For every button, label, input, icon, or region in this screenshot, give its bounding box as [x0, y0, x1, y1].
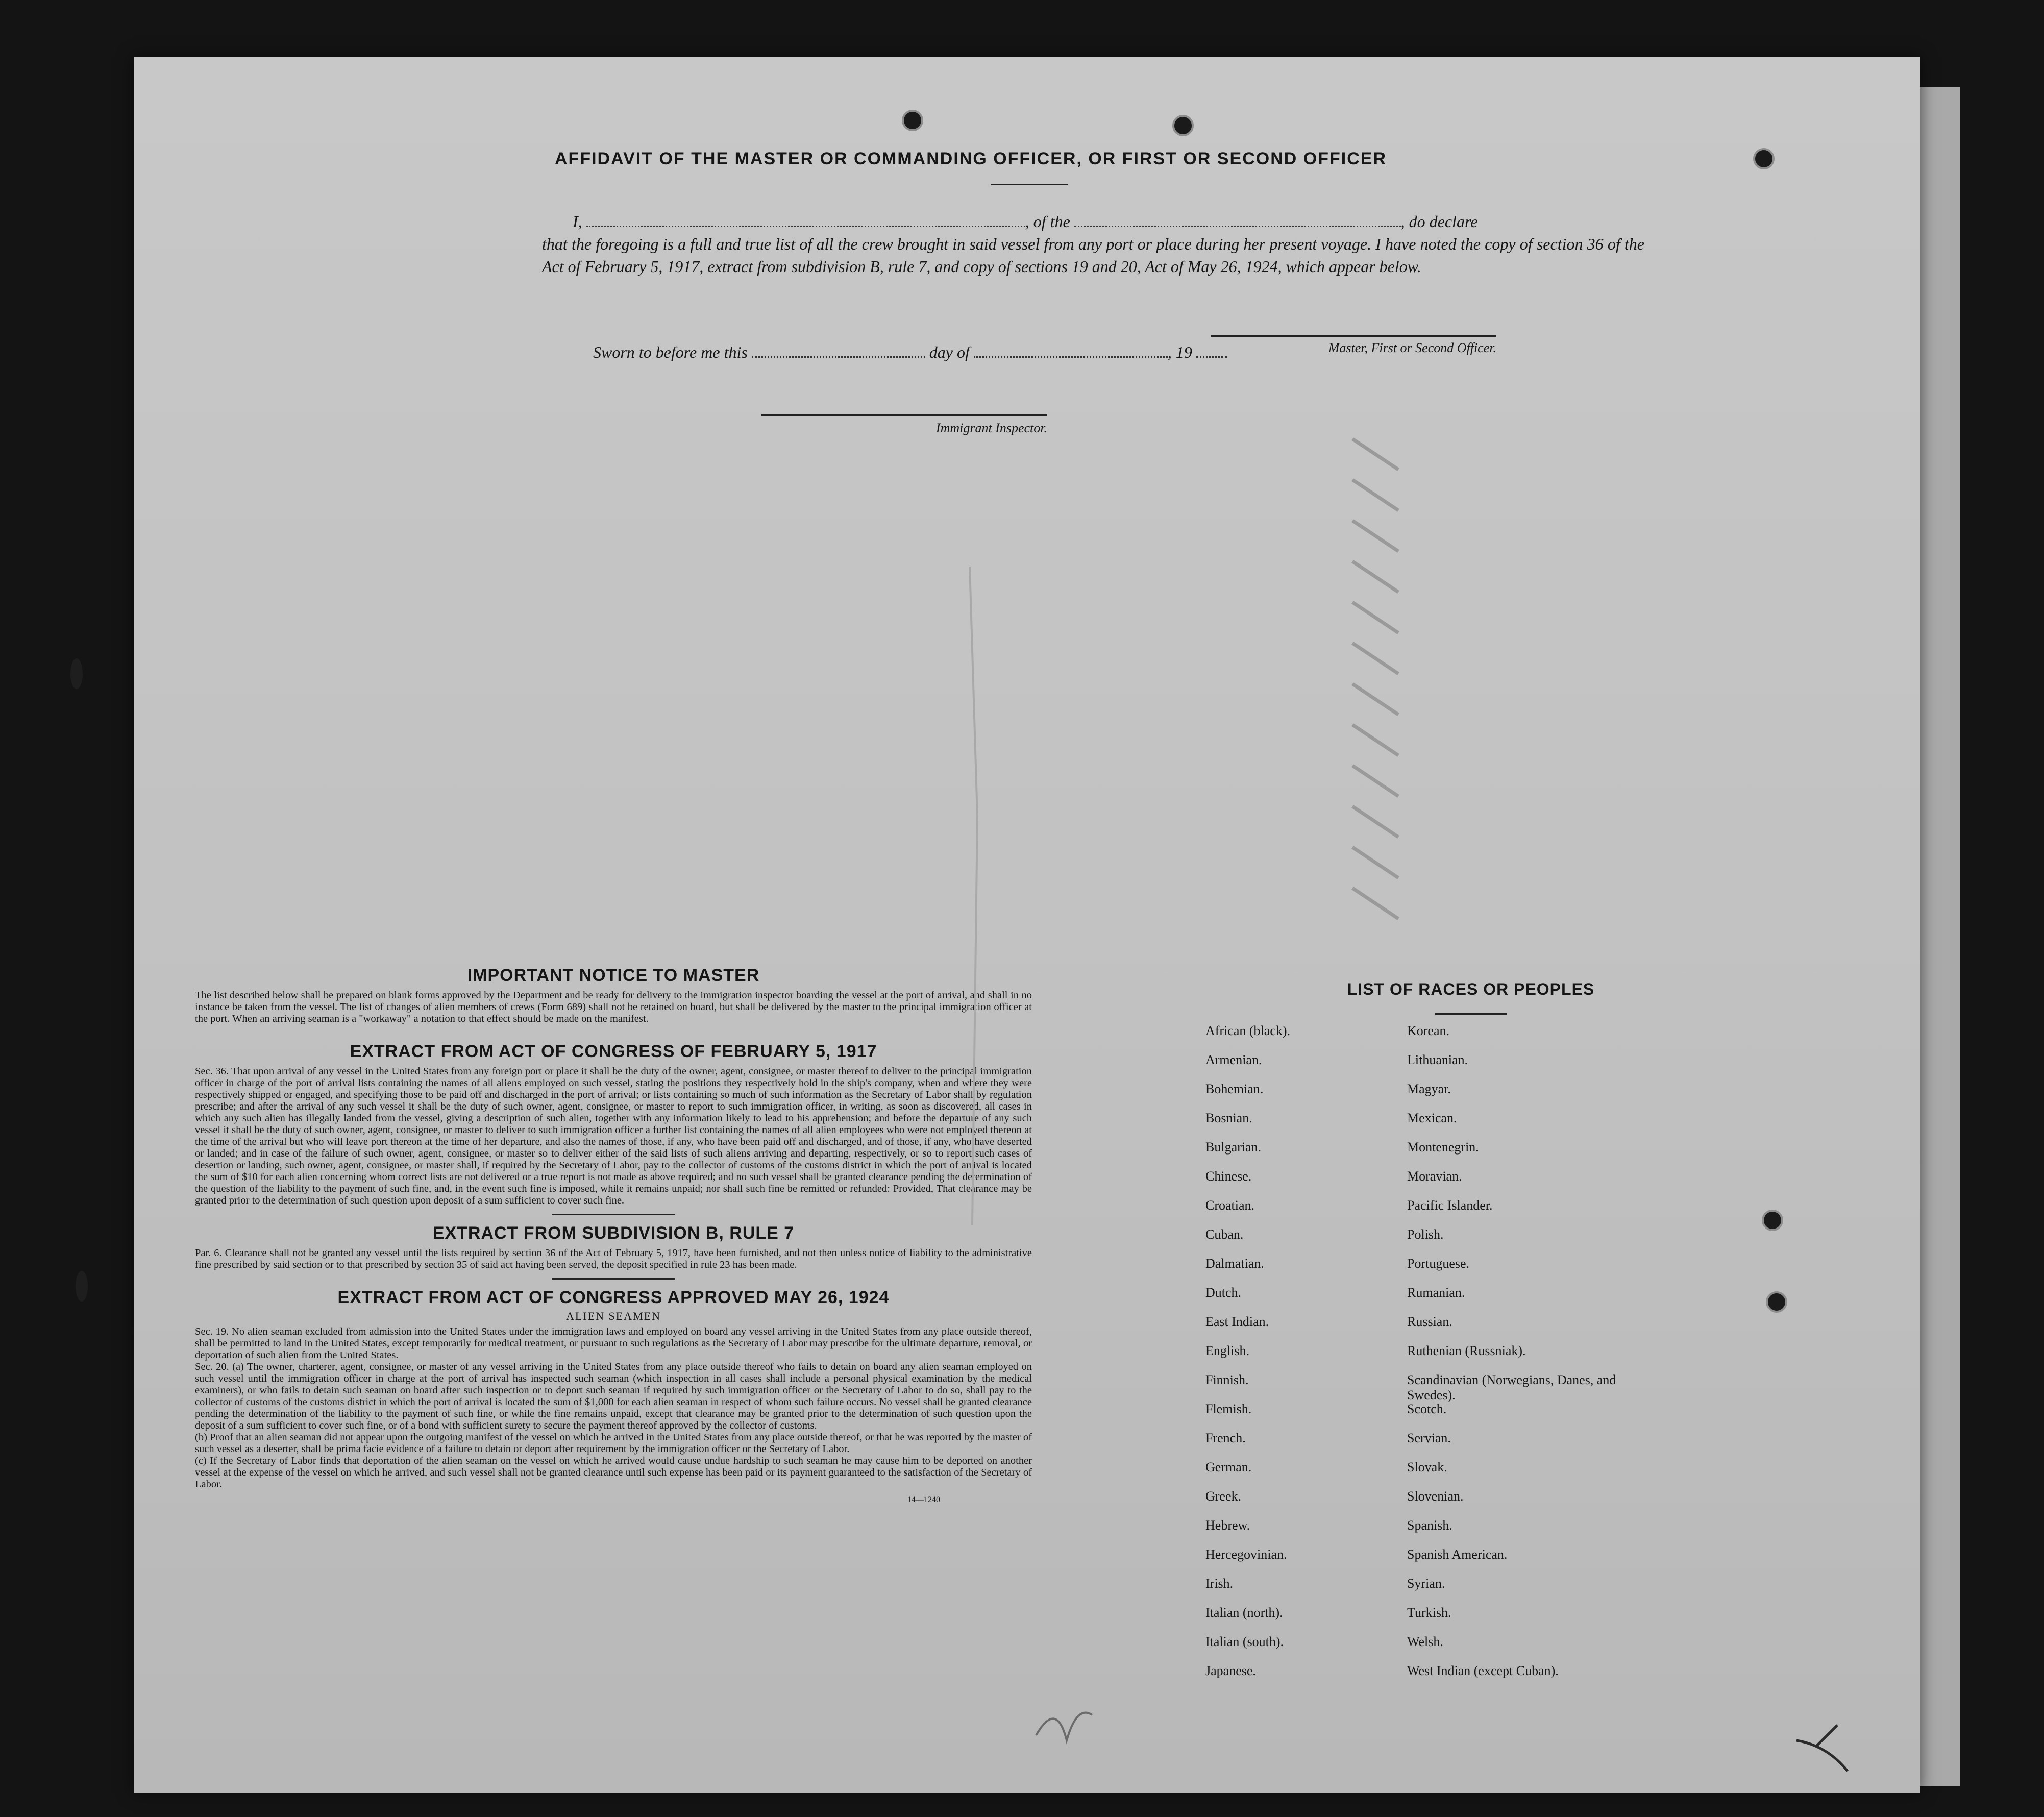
- race-item: English.: [1205, 1343, 1249, 1358]
- race-item: Mexican.: [1407, 1111, 1457, 1125]
- race-item: Finnish.: [1205, 1372, 1249, 1387]
- race-item: Polish.: [1407, 1227, 1444, 1242]
- race-item: Scotch.: [1407, 1402, 1447, 1416]
- race-item: Montenegrin.: [1407, 1140, 1479, 1155]
- race-item: Spanish.: [1407, 1518, 1452, 1533]
- race-item: Irish.: [1205, 1576, 1234, 1591]
- race-item: Bohemian.: [1205, 1082, 1264, 1096]
- race-item: Moravian.: [1407, 1169, 1462, 1184]
- master-signature-line: [1211, 335, 1496, 337]
- legal-notices: [195, 966, 1032, 1505]
- punch-hole: [1172, 115, 1194, 136]
- race-item: Hebrew.: [1205, 1518, 1250, 1533]
- section-separator: [552, 1278, 675, 1280]
- declaration-of-the: , of the: [1025, 212, 1070, 231]
- date-month-blank: [974, 346, 1168, 358]
- notice-title: IMPORTANT NOTICE TO MASTER: [467, 966, 760, 985]
- declaration-i: I,: [573, 212, 582, 231]
- race-item: East Indian.: [1205, 1314, 1269, 1329]
- race-item: Chinese.: [1205, 1169, 1252, 1184]
- race-item: Dalmatian.: [1205, 1256, 1264, 1271]
- declaration-first-line: [542, 210, 1644, 233]
- race-item: Croatian.: [1205, 1198, 1255, 1213]
- race-item: Syrian.: [1407, 1576, 1445, 1591]
- race-item: Pacific Islander.: [1407, 1198, 1493, 1213]
- races-right-column: [1407, 1023, 1642, 1692]
- races-title-rule: [1435, 1013, 1507, 1015]
- races-title: LIST OF RACES OR PEOPLES: [1347, 980, 1595, 998]
- race-item: African (black).: [1205, 1023, 1291, 1038]
- title-rule: [991, 184, 1068, 185]
- race-item: Scandinavian (Norwegians, Danes, and Swedes).: [1407, 1372, 1616, 1403]
- rule-7-text: Par. 6. Clearance shall not be granted any vessel until the lists required by section 36 of the Act of February 5, 1917, have been furnished, and not then unless notice of liability to the administrative fine prescribed by said section or to that prescribed by section 35 of said act having been served, the deposit specified in rule 23 has been made.: [195, 1247, 1032, 1270]
- date-day-blank: [752, 346, 925, 358]
- punch-hole: [1762, 1210, 1783, 1231]
- section-20a-text: Sec. 20. (a) The owner, charterer, agent, consignee, or master of any vessel arriving in the United States from any place outside thereof who fails to detain on board any alien seaman employed on such vessel until the immigration officer in charge at the port of arrival has inspected such seaman (which inspection in all cases shall include a personal physical examination by the medical examiners), or who fails to detain such seaman on board after such inspection or to deport such seaman if required by such immigration officer or the Secretary of Labor to do so, shall pay to the collector of customs of the customs district in which the port of arrival is located the sum of $1,000 for each alien seaman in respect of whom such failure occurs. No vessel shall be granted clearance pending the determination of the liability to the payment of such fine, or while the fine remains unpaid, except that clearance may be granted prior to the determination of such question upon the deposit of a sum sufficient to cover such fine, or of a bond with sufficient surety to secure the payment thereof approved by the collector of customs.: [195, 1361, 1032, 1431]
- extract-1917-title: EXTRACT FROM ACT OF CONGRESS OF FEBRUARY 5, 1917: [350, 1042, 877, 1061]
- alien-seamen-subtitle: ALIEN SEAMEN: [566, 1310, 661, 1322]
- rule-7-title: EXTRACT FROM SUBDIVISION B, RULE 7: [432, 1223, 795, 1243]
- vessel-blank: [1074, 215, 1401, 227]
- race-item: Welsh.: [1407, 1634, 1443, 1649]
- inspector-signature-label: Immigrant Inspector.: [935, 421, 1047, 435]
- race-item: Lithuanian.: [1407, 1052, 1468, 1067]
- section-19-text: Sec. 19. No alien seaman excluded from admission into the United States under the immigration laws and employed on board any vessel arriving in the United States from any place outside thereof, shall be permitted to land in the United States, except temporarily for medical treatment, or pursuant to such regulations as the Secretary of Labor may prescribe for the ultimate departure, removal, or deportation of such alien from the United States.: [195, 1326, 1032, 1361]
- race-item: Cuban.: [1205, 1227, 1244, 1242]
- binder-holes: [70, 658, 88, 1302]
- declaration-body: that the foregoing is a full and true list of all the crew brought in said vessel from any port or place during her present voyage. I have noted the copy of section 36 of the Act of February 5, 1917, extract from subdivision B, rule 7, and copy of sections 19 and 20, Act of May 26, 1924, which appear below.: [542, 235, 1644, 276]
- name-blank: [586, 215, 1025, 227]
- extract-1917-text: Sec. 36. That upon arrival of any vessel in the United States from any foreign port or place it shall be the duty of the owner, agent, consignee, or master thereof to deliver to the principal immigration officer in charge of the port of arrival lists containing the names of all aliens employed on such vessel, stating the positions they respectively hold in the ship's company, when and where they were respectively shipped or engaged, and specifying those to be paid off and discharged in the port of arrival; or lists containing so much of such information as the Secretary of Labor shall by regulation prescribe; and after the arrival of any such vessel it shall be the duty of such owner, agent, consignee, or master to report to such immigration officer, in writing, as soon as discovered, all cases in which any such alien has illegally landed from the vessel, giving a description of such alien, together with any information likely to lead to his apprehension; and before the departure of any such vessel it shall be the duty of such owner, agent, consignee, or master to deliver to such immigration officer a further list containing the names of all alien employees who were not employed thereon at the time of the arrival but who will leave port thereon at the time of her departure, and also the names of those, if any, who have been paid off and discharged, and of those, if any, who have deserted or landed; and in case of the failure of such owner, agent, consignee, or master so to deliver either of the said lists of such aliens arriving and departing, respectively, or so to report such cases of desertion or landing, such owner, agent, consignee, or master shall, if required by the Secretary of Labor, pay to the collector of customs of the customs district in which the port of arrival is located the sum of $10 for each alien concerning whom correct lists are not delivered or a true report is not made as above required; and no such vessel shall be granted clearance pending the determination of the question of the liability to the payment of such fine, and, in the event such fine is imposed, while it remains unpaid; nor shall such fine be remitted or refunded: Provided, That clearance may be granted prior to the determination of such question upon deposit of a sum sufficient to cover such fine.: [195, 1066, 1032, 1206]
- race-item: Korean.: [1407, 1023, 1450, 1038]
- race-item: Italian (south).: [1205, 1634, 1284, 1649]
- race-item: Spanish American.: [1407, 1547, 1508, 1562]
- sworn-line: [593, 343, 1461, 362]
- punch-hole: [1766, 1291, 1787, 1313]
- race-item: Servian.: [1407, 1431, 1451, 1445]
- race-item: Portuguese.: [1407, 1256, 1470, 1271]
- race-item: Bosnian.: [1205, 1111, 1252, 1125]
- race-item: Ruthenian (Russniak).: [1407, 1343, 1526, 1358]
- extract-1924-title: EXTRACT FROM ACT OF CONGRESS APPROVED MAY 26, 1924: [337, 1288, 890, 1307]
- race-item: Magyar.: [1407, 1082, 1451, 1096]
- declaration-do-declare: , do declare: [1400, 212, 1478, 231]
- race-item: German.: [1205, 1460, 1252, 1475]
- inspector-signature-line: [761, 414, 1047, 416]
- section-20b-text: (b) Proof that an alien seaman did not appear upon the outgoing manifest of the vessel on which he arrived in the United States from any place outside thereof, or that he was reported by the master of such vessel as a deserter, shall be prima facie evidence of a failure to detain or deport after requirement by the immigration officer or the Secretary of Labor.: [195, 1432, 1032, 1455]
- race-item: Dutch.: [1205, 1285, 1242, 1300]
- declaration: [542, 210, 1644, 278]
- race-item: West Indian (except Cuban).: [1407, 1663, 1559, 1678]
- sworn-prefix: Sworn to before me this: [593, 343, 748, 361]
- punch-hole: [902, 110, 923, 131]
- race-item: Slovak.: [1407, 1460, 1447, 1475]
- race-item: Japanese.: [1205, 1663, 1256, 1678]
- form-number: 14—1240: [907, 1495, 940, 1504]
- sworn-day-of: day of: [929, 343, 970, 361]
- race-item: Greek.: [1205, 1489, 1242, 1504]
- affidavit-sheet: [134, 57, 1920, 1793]
- race-item: Hercegovinian.: [1205, 1547, 1287, 1562]
- master-signature-label: Master, First or Second Officer.: [1328, 340, 1496, 355]
- races-left-column: [1205, 1023, 1399, 1692]
- race-item: Armenian.: [1205, 1052, 1262, 1067]
- affidavit-title: AFFIDAVIT OF THE MASTER OR COMMANDING OFFICER, OR FIRST OR SECOND OFFICER: [555, 149, 1387, 168]
- race-item: French.: [1205, 1431, 1246, 1445]
- race-item: Rumanian.: [1407, 1285, 1465, 1300]
- sworn-year: , 19: [1167, 343, 1192, 361]
- section-separator: [552, 1214, 675, 1215]
- race-item: Russian.: [1407, 1314, 1452, 1329]
- date-year-blank: [1196, 346, 1227, 358]
- race-item: Turkish.: [1407, 1605, 1451, 1620]
- section-20c-text: (c) If the Secretary of Labor finds that deportation of the alien seaman on the vessel on which he arrived would cause undue hardship to such seaman he may cause him to be deported on another vessel at the expense of the vessel on which he arrived, and such vessel shall not be granted clearance until such expense has been paid or its payment guaranteed to the satisfaction of the Secretary of Labor.: [195, 1455, 1032, 1490]
- notice-text: The list described below shall be prepared on blank forms approved by the Department and be ready for delivery to the immigration inspector boarding the vessel at the port of arrival, and shall in no instance be taken from the vessel. The list of changes of alien members of crews (Form 689) shall not be retained on board, but shall be delivered by the master to the principal immigration officer at the port. When an arriving seaman is a "workaway" a notation to that effect should be made on the manifest.: [195, 990, 1032, 1024]
- punch-hole: [1753, 148, 1775, 169]
- race-item: Flemish.: [1205, 1402, 1252, 1416]
- race-item: Italian (north).: [1205, 1605, 1283, 1620]
- race-item: Slovenian.: [1407, 1489, 1464, 1504]
- race-item: Bulgarian.: [1205, 1140, 1262, 1155]
